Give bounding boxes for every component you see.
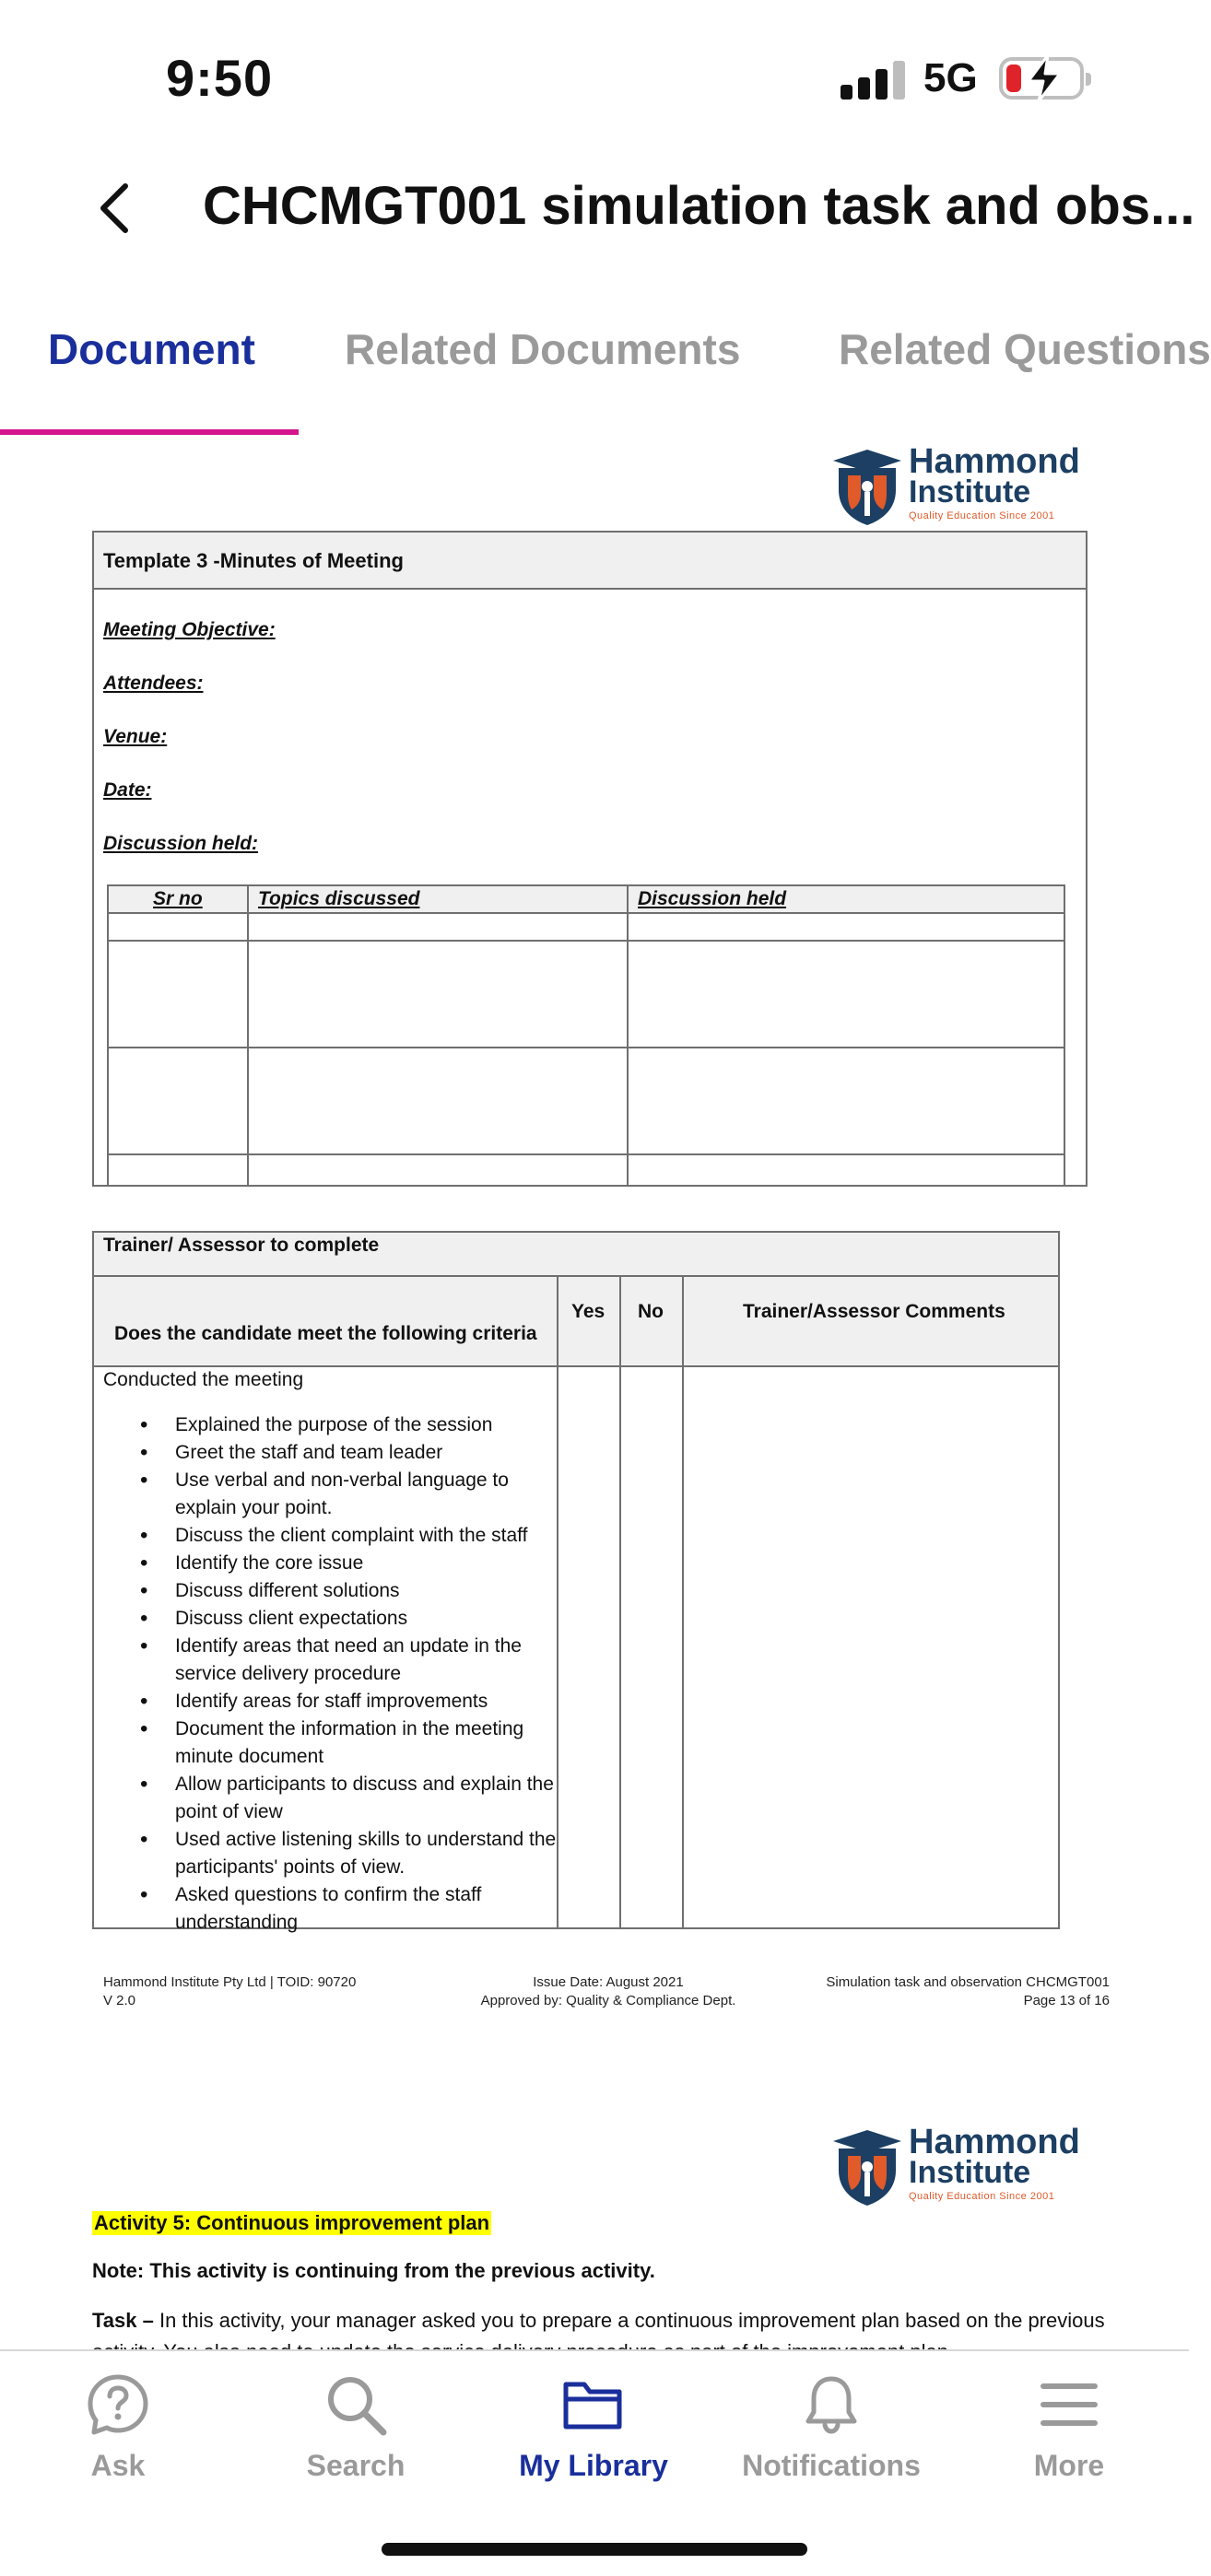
activity-note: Note: This activity is continuing from the previous activity. [92,2259,655,2282]
list-item: • Document the information in the meeting minute document [129,1715,558,1771]
comments-header: Trainer/Assessor Comments [743,1301,1005,1322]
criteria-header: Does the candidate meet the following criteria [114,1323,537,1344]
field-date: Date: [103,779,152,801]
criteria-list [129,1411,558,1937]
field-venue: Venue: [103,726,168,747]
yes-header: Yes [571,1301,606,1322]
shield-logo-icon [831,2128,903,2207]
list-item: • Use verbal and non-verbal language to explain your point. [129,1467,558,1522]
back-chevron-icon[interactable] [92,181,138,236]
nav-notifications[interactable] [730,2371,933,2483]
document-viewer[interactable] [0,435,1189,2351]
field-meeting-objective: Meeting Objective: [103,619,276,640]
nav-search[interactable] [254,2371,457,2483]
footer-left [103,1973,356,2010]
footer-company: Hammond Institute Pty Ltd | TOID: 90720 [103,1974,357,1990]
nav-ask-label: Ask [90,2449,146,2482]
list-item: • Discuss client expectations [129,1605,558,1633]
tab-document[interactable]: Document [48,325,255,373]
no-header: No [638,1301,664,1322]
list-item: • Identify areas for staff improvements [129,1688,558,1715]
footer-doc-title: Simulation task and observation CHCMGT001 [826,1974,1110,1990]
list-item: • Used active listening skills to understand the participants' points of view. [129,1826,558,1881]
logo-tagline: Quality Education Since 2001 [909,2191,1055,2202]
nav-ask[interactable] [17,2371,219,2483]
logo-name-line2: Institute [909,474,1031,509]
activity-title: Activity 5: Continuous improvement plan [94,2211,490,2234]
nav-more[interactable] [968,2371,1170,2483]
field-discussion-held: Discussion held: [103,833,259,854]
nav-my-library-label: My Library [519,2449,668,2482]
list-item: • Greet the staff and team leader [129,1439,558,1467]
status-time: 9:50 [166,49,274,107]
home-indicator[interactable] [382,2543,807,2556]
tab-related-questions[interactable]: Related Questions [839,325,1211,373]
logo-name-line1: Hammond [909,442,1080,481]
list-item: • Discuss different solutions [129,1577,558,1605]
col-sr-no: Sr no [153,888,203,909]
list-item: • Discuss the client complaint with the staff [129,1522,558,1550]
field-attendees: Attendees: [103,673,204,694]
list-item: • Identify areas that need an update in the service delivery procedure [129,1633,558,1688]
nav-search-label: Search [306,2449,406,2482]
list-item: • Allow participants to discuss and explain the point of view [129,1771,558,1826]
question-bubble-icon [85,2371,151,2438]
signal-icon [841,61,905,100]
footer-approved-by: Approved by: Quality & Compliance Dept. [480,1993,736,2008]
page-title: CHCMGT001 simulation task and obs... [203,176,1195,236]
template-title: Template 3 -Minutes of Meeting [103,549,404,572]
assessor-heading: Trainer/ Assessor to complete [103,1235,380,1256]
network-type: 5G [923,55,978,100]
nav-notifications-label: Notifications [742,2449,921,2482]
list-item: • Identify the core issue [129,1550,558,1577]
list-item: • Explained the purpose of the session [129,1411,558,1439]
footer-issue-date: Issue Date: August 2021 [533,1974,684,1990]
search-icon [323,2371,389,2438]
footer-right [756,1973,1110,2010]
col-discussion-held: Discussion held [638,888,787,909]
footer-center [461,1973,756,2010]
shield-logo-icon [831,448,903,527]
col-topics-discussed: Topics discussed [258,888,420,909]
list-item: • Asked questions to confirm the staff understanding [129,1881,558,1937]
footer-version: V 2.0 [103,1993,136,2008]
tab-related-documents[interactable]: Related Documents [345,325,741,373]
nav-more-label: More [1033,2449,1105,2482]
logo-tagline: Quality Education Since 2001 [909,510,1055,521]
criterion-conducted-meeting: Conducted the meeting [103,1369,304,1390]
logo-name-line1: Hammond [909,2123,1080,2161]
task-text: In this activity, your manager asked you to prepare a continuous improvement plan based on the previous [159,2309,1105,2332]
page-number: Page 13 of 16 [1023,1993,1110,2008]
nav-my-library[interactable] [492,2371,695,2483]
battery-icon [999,57,1084,100]
folder-icon [560,2371,627,2438]
hammond-logo [831,444,1080,527]
bell-icon [798,2371,864,2438]
logo-name-line2: Institute [909,2155,1031,2190]
menu-icon [1036,2371,1102,2438]
hammond-logo [831,2125,1080,2207]
task-label: Task – [92,2309,154,2332]
